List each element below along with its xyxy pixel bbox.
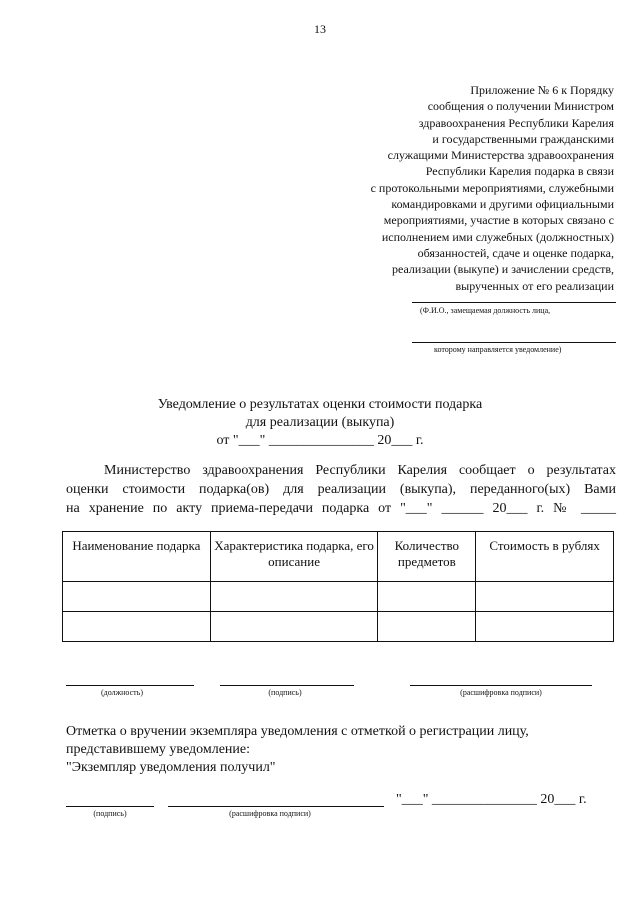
receipt-decode-label: (расшифровка подписи) <box>229 809 311 818</box>
appendix-line: с протокольными мероприятиями, служебными <box>370 180 614 195</box>
table-cell <box>378 582 476 612</box>
page-number: 13 <box>314 22 326 36</box>
appendix-line: Республики Карелия подарка в связи <box>425 164 614 179</box>
appendix-line: исполнением ими служебных (должностных) <box>381 229 614 244</box>
gift-table <box>62 531 614 642</box>
table-cell <box>210 582 378 612</box>
table-row <box>63 612 614 642</box>
receipt-signature-label: (подпись) <box>93 809 127 818</box>
appendix-line: здравоохранения Республики Карелия <box>418 115 614 130</box>
receipt-date: "___" _______________ 20___ г. <box>396 792 587 807</box>
receipt-signature-line <box>66 806 154 807</box>
table-cell <box>378 612 476 642</box>
appendix-line: сообщения о получении Министром <box>427 99 614 114</box>
position-line <box>66 685 194 686</box>
table-cell <box>476 612 614 642</box>
position-label: (должность) <box>101 688 143 697</box>
signature-label: (подпись) <box>268 688 302 697</box>
decode-label: (расшифровка подписи) <box>460 688 542 697</box>
header-quantity: Количество предметов <box>378 532 476 582</box>
notice-title: Уведомление о результатах оценки стоимости подарка <box>157 397 483 412</box>
appendix-header <box>314 82 614 294</box>
header-description: Характеристика подарка, его описание <box>210 532 378 582</box>
appendix-line: служащими Министерства здравоохранения <box>387 148 614 163</box>
recipient-label-2: которому направляется уведомление) <box>434 345 562 354</box>
table-cell <box>63 582 211 612</box>
table-header-row <box>63 532 614 582</box>
table-cell <box>63 612 211 642</box>
appendix-line: и государственными гражданскими <box>432 131 614 146</box>
table-row <box>63 582 614 612</box>
notice-subtitle: для реализации (выкупа) <box>245 415 395 430</box>
signature-line <box>220 685 354 686</box>
body-line-1: Министерство здравоохранения Республики Карелия сообщает о результатах <box>104 463 616 478</box>
recipient-line-1 <box>412 302 616 303</box>
receipt-line-1: Отметка о вручении экземпляра уведомления с отметкой о регистрации лицу, <box>66 724 529 739</box>
appendix-line: реализации (выкупе) и зачислении средств, <box>392 262 614 277</box>
decode-line <box>410 685 592 686</box>
appendix-line: командировками и другими официальными <box>391 197 614 212</box>
header-name: Наименование подарка <box>63 532 211 582</box>
appendix-line: Приложение № 6 к Порядку <box>470 83 614 97</box>
notice-date-line: от "___" _______________ 20___ г. <box>216 433 424 448</box>
header-cost: Стоимость в рублях <box>476 532 614 582</box>
receipt-line-2: представившему уведомление: <box>66 742 250 757</box>
table-cell <box>476 582 614 612</box>
receipt-line-3: "Экземпляр уведомления получил" <box>66 760 276 775</box>
recipient-line-2 <box>412 342 616 343</box>
appendix-line: мероприятиями, участие в которых связано с <box>383 213 614 228</box>
recipient-label-1: (Ф.И.О., замещаемая должность лица, <box>420 306 551 315</box>
appendix-line: обязанностей, сдаче и оценке подарка, <box>417 245 614 260</box>
table-cell <box>210 612 378 642</box>
body-line-2: оценки стоимости подарка(ов) для реализации (выкупа), переданного(ых) Вами <box>66 482 616 497</box>
receipt-decode-line <box>168 806 384 807</box>
appendix-line: вырученных от его реализации <box>455 278 614 293</box>
body-line-3: на хранение по акту приема-передачи подарка от "___" ______ 20___ г. № _____ <box>66 501 616 516</box>
